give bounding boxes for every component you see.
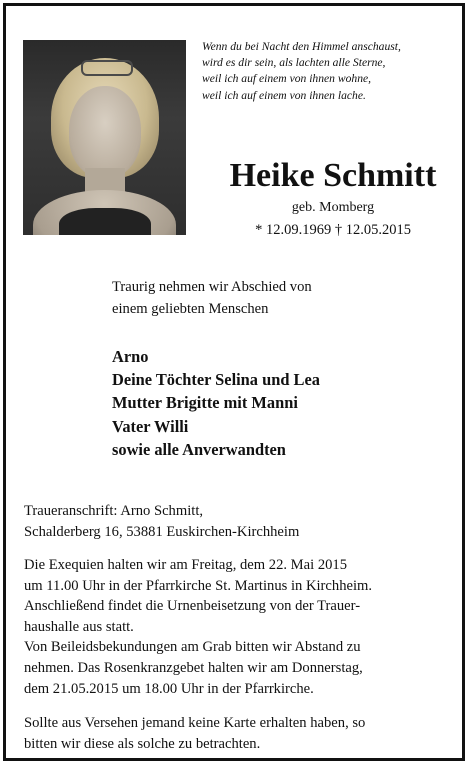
mourning-address <box>24 501 299 542</box>
maiden-name: geb. Momberg <box>291 200 375 215</box>
ceremony-details <box>24 555 372 699</box>
mourner: Vater Willi <box>112 416 189 436</box>
obituary-card <box>3 3 465 761</box>
closing-line: bitten wir diese als solche zu betrachten. <box>24 735 261 752</box>
poem <box>202 39 464 104</box>
deceased-name: Heike Schmitt <box>229 157 437 194</box>
life-dates: * 12.09.1969 † 12.05.2015 <box>255 222 411 238</box>
ceremony-line: dem 21.05.2015 um 18.00 Uhr in der Pfarrkirche. <box>24 680 314 697</box>
mourner: sowie alle Anverwandten <box>112 439 286 459</box>
photo-sunglasses <box>81 60 133 76</box>
address-line: Traueranschrift: Arno Schmitt, <box>24 503 204 519</box>
ceremony-line: Anschließend findet die Urnenbeisetzung von der Trauer- <box>24 598 361 615</box>
mourner: Mutter Brigitte mit Manni <box>112 393 298 413</box>
ceremony-line: nehmen. Das Rosenkranzgebet halten wir am Donnerstag, <box>24 659 363 676</box>
address-line: Schalderberg 16, 53881 Euskirchen-Kirchheim <box>24 523 300 540</box>
mourners-list <box>112 345 320 461</box>
ceremony-line: Von Beileidsbekundungen am Grab bitten wir Abstand zu <box>24 639 361 656</box>
poem-line: wird es dir sein, als lachten alle Sterne, <box>202 56 386 70</box>
photo-face <box>69 86 141 178</box>
portrait-photo <box>23 40 186 235</box>
poem-line: Wenn du bei Nacht den Himmel anschaust, <box>202 40 401 53</box>
poem-line: weil ich auf einem von ihnen wohne, <box>202 72 372 86</box>
mourner: Deine Töchter Selina und Lea <box>112 370 320 390</box>
mourner: Arno <box>112 347 149 366</box>
poem-line: weil ich auf einem von ihnen lache. <box>202 88 366 102</box>
ceremony-line: haushalle aus statt. <box>24 618 134 635</box>
intro-text <box>112 276 312 320</box>
ceremony-line: um 11.00 Uhr in der Pfarrkirche St. Martinus in Kirchheim. <box>24 577 373 594</box>
ceremony-line: Die Exequien halten wir am Freitag, dem 22. Mai 2015 <box>24 557 348 573</box>
photo-top <box>59 208 151 235</box>
intro-line: einem geliebten Menschen <box>112 301 269 317</box>
closing-line: Sollte aus Versehen jemand keine Karte erhalten haben, so <box>24 715 366 731</box>
closing-note <box>24 713 365 754</box>
intro-line: Traurig nehmen wir Abschied von <box>112 279 312 295</box>
